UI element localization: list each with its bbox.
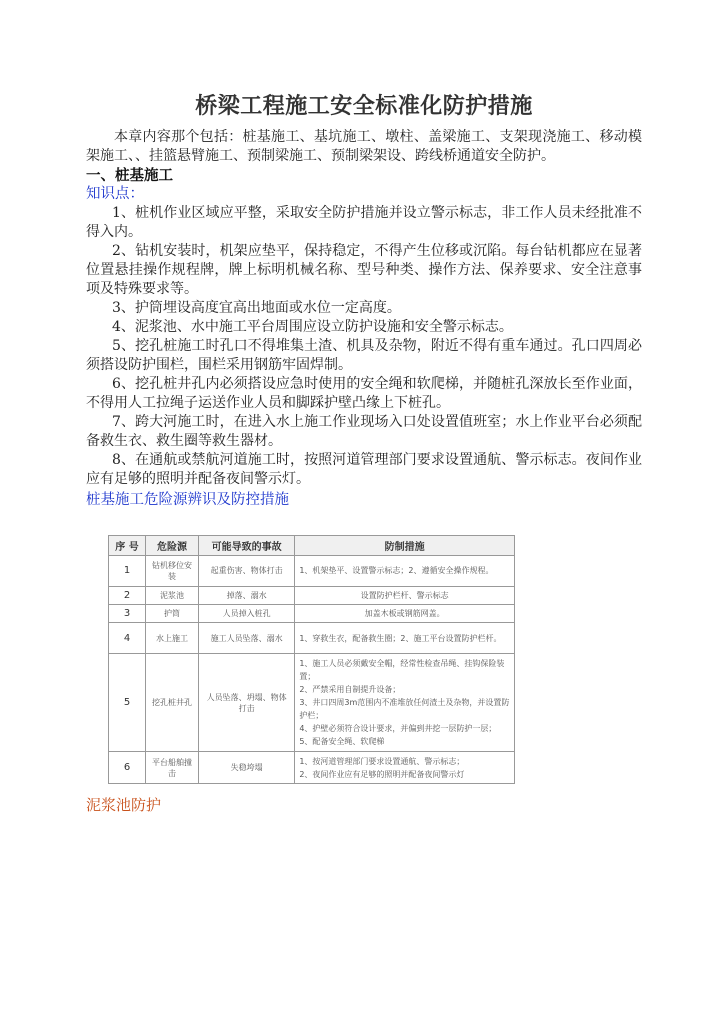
cell-no: 6 bbox=[109, 752, 146, 784]
point-3: 3、护筒埋设高度宜高出地面或水位一定高度。 bbox=[112, 300, 401, 316]
cell-no: 1 bbox=[109, 556, 146, 587]
cell-measures bbox=[295, 654, 515, 752]
point-7: 7、跨大河施工时，在进入水上施工作业现场入口处设置值班室；水上作业平台必须配备救生衣、救生圈等救生器材。 bbox=[86, 414, 642, 449]
measure-line: 2、严禁采用自制提升设备； bbox=[299, 685, 401, 695]
cell-measures bbox=[295, 605, 515, 623]
cell-no: 3 bbox=[109, 605, 146, 623]
table-row bbox=[109, 556, 515, 587]
page-title: 桥梁工程施工安全标准化防护措施 bbox=[195, 93, 533, 119]
header-accident: 可能导致的事故 bbox=[198, 536, 294, 556]
point-8: 8、在通航或禁航河道施工时，按照河道管理部门要求设置通航、警示标志。夜间作业应有足够的照明并配备夜间警示灯。 bbox=[86, 452, 642, 487]
measure-line: 3、井口四周3m范围内不准堆放任何渣土及杂物，并设置防护栏； bbox=[299, 698, 510, 721]
cell-accident: 失稳垮塌 bbox=[198, 752, 294, 784]
cell-accident: 掉落、溺水 bbox=[198, 586, 294, 604]
next-section-caption: 泥浆池防护 bbox=[86, 796, 162, 814]
point-1: 1、桩机作业区域应平整，采取安全防护措施并设立警示标志，非工作人员未经批准不得入内。 bbox=[86, 205, 642, 240]
cell-accident: 起重伤害、物体打击 bbox=[198, 556, 294, 587]
measure-line: 2、夜间作业应有足够的照明并配备夜间警示灯 bbox=[299, 769, 465, 779]
section-heading-pile-foundation: 一、桩基施工 bbox=[86, 167, 173, 184]
cell-measures bbox=[295, 752, 515, 784]
measure-line: 1、穿救生衣，配备救生圈；2、施工平台设置防护栏杆。 bbox=[299, 633, 502, 643]
cell-measures bbox=[295, 556, 515, 587]
document-body bbox=[86, 92, 642, 510]
header-source: 危险源 bbox=[146, 536, 199, 556]
measure-line: 5、配备安全绳、软爬梯 bbox=[299, 737, 385, 747]
cell-accident: 施工人员坠落、溺水 bbox=[198, 623, 294, 654]
table-row bbox=[109, 623, 515, 654]
point-2: 2、钻机安装时，机架应垫平，保持稳定，不得产生位移或沉陷。每台钻机都应在显著位置悬挂操作规程牌，牌上标明机械名称、型号种类、操作方法、保养要求、安全注意事项及特殊要求等。 bbox=[86, 243, 642, 297]
point-5: 5、挖孔桩施工时孔口不得堆集土渣、机具及杂物，附近不得有重车通过。孔口四周必须搭设防护围栏，围栏采用钢筋牢固焊制。 bbox=[86, 338, 642, 373]
cell-no: 2 bbox=[109, 586, 146, 604]
table-row bbox=[109, 752, 515, 784]
point-4: 4、泥浆池、水中施工平台周围应设立防护设施和安全警示标志。 bbox=[112, 319, 513, 335]
measure-line: 1、施工人员必须戴安全帽，经常性检查吊绳、挂钩保险装置； bbox=[299, 659, 505, 682]
cell-no: 4 bbox=[109, 623, 146, 654]
cell-source: 钻机移位安装 bbox=[146, 556, 199, 587]
measure-line: 1、按河道管理部门要求设置通航、警示标志； bbox=[299, 756, 465, 766]
intro-paragraph: 本章内容那个包括：桩基施工、基坑施工、墩柱、盖梁施工、支架现浇施工、移动模架施工、、挂篮悬臂施工、预制梁施工、预制梁架设、跨线桥通道安全防护。 bbox=[86, 129, 642, 164]
table-row bbox=[109, 586, 515, 604]
cell-no: 5 bbox=[109, 654, 146, 752]
cell-accident: 人员坠落、坍塌、物体打击 bbox=[198, 654, 294, 752]
knowledge-label: 知识点： bbox=[86, 186, 144, 202]
table-caption: 桩基施工危险源辨识及防控措施 bbox=[86, 492, 289, 508]
cell-source: 泥浆池 bbox=[146, 586, 199, 604]
table-header-row bbox=[109, 536, 515, 556]
header-no: 序 号 bbox=[109, 536, 146, 556]
hazard-table-image bbox=[108, 535, 515, 784]
table-row bbox=[109, 654, 515, 752]
measure-line: 加盖木板或钢筋网盖。 bbox=[364, 609, 445, 619]
point-6: 6、挖孔桩井孔内必须搭设应急时使用的安全绳和软爬梯，并随桩孔深放长至作业面，不得用人工拉绳子运送作业人员和脚踩护壁凸缘上下桩孔。 bbox=[86, 376, 642, 411]
measure-line: 1、机架垫平、设置警示标志；2、遵循安全操作规程。 bbox=[299, 566, 494, 576]
cell-source: 水上施工 bbox=[146, 623, 199, 654]
table-row bbox=[109, 605, 515, 623]
measure-line: 设置防护栏杆、警示标志 bbox=[360, 590, 449, 600]
cell-measures bbox=[295, 586, 515, 604]
hazard-table bbox=[108, 535, 515, 784]
cell-source: 护筒 bbox=[146, 605, 199, 623]
cell-accident: 人员掉入桩孔 bbox=[198, 605, 294, 623]
measure-line: 4、护壁必须符合设计要求，并偏到井挖一层防护一层； bbox=[299, 724, 497, 734]
cell-source: 挖孔桩井孔 bbox=[146, 654, 199, 752]
header-measures: 防制措施 bbox=[295, 536, 515, 556]
cell-source: 平台船舶撞击 bbox=[146, 752, 199, 784]
cell-measures bbox=[295, 623, 515, 654]
